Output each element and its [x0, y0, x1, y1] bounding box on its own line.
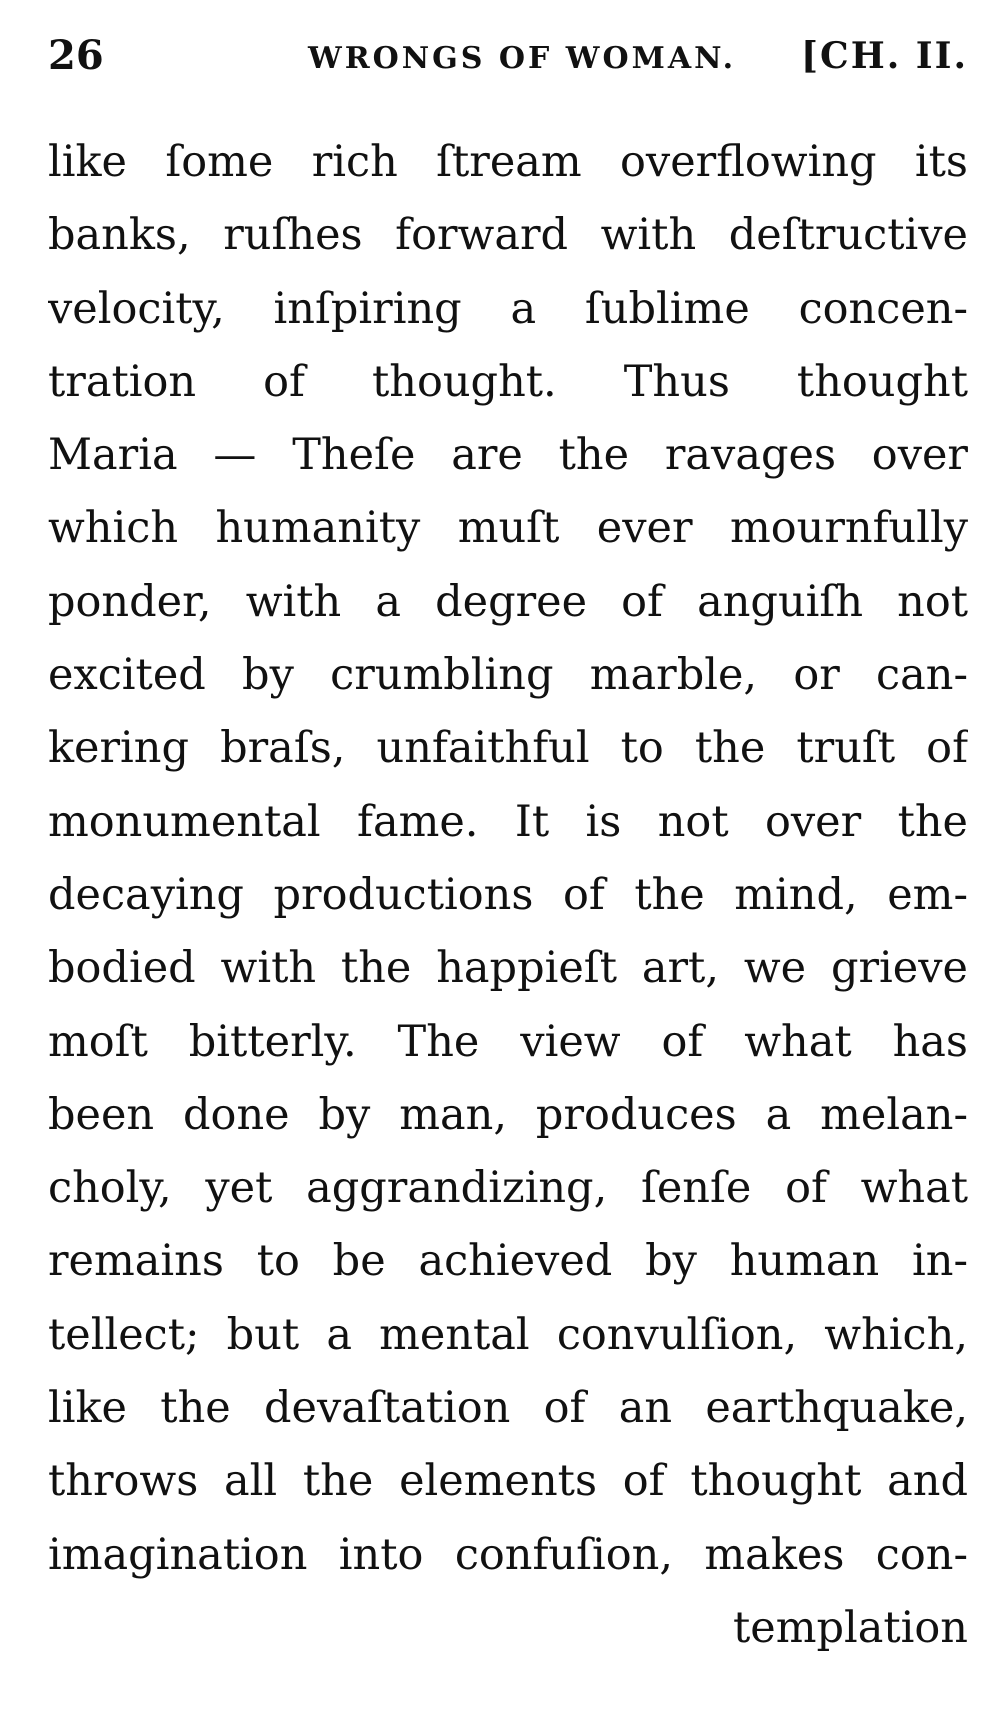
- page-number: 26: [48, 32, 104, 79]
- text-line: throws all the elements of thought and: [48, 1456, 968, 1507]
- chapter-label: [CH. II.: [801, 35, 968, 77]
- text-line: ponder, with a degree of anguiſh not: [48, 576, 968, 627]
- text-line: Maria — Theſe are the ravages over: [48, 430, 968, 481]
- running-head: [48, 20, 968, 90]
- text-line: moſt bitterly. The view of what has: [48, 1016, 968, 1067]
- text-line: which humanity muſt ever mournfully: [48, 503, 968, 554]
- text-line: velocity, inſpiring a ſublime concen-: [48, 283, 968, 334]
- body-text: [48, 126, 968, 1665]
- text-line: remains to be achieved by human in-: [48, 1236, 968, 1287]
- text-line: decaying productions of the mind, em-: [48, 869, 968, 920]
- text-line: imagination into confuſion, makes con-: [48, 1529, 968, 1580]
- text-line: been done by man, produces a melan-: [48, 1089, 968, 1140]
- catchword-line: templation: [732, 1602, 968, 1653]
- text-line: like ſome rich ſtream overflowing its: [48, 137, 968, 187]
- text-line: bodied with the happieſt art, we grieve: [48, 943, 968, 994]
- text-line: banks, ruſhes forward with deſtructive: [48, 210, 968, 261]
- text-line: excited by crumbling marble, or can-: [48, 650, 968, 701]
- running-title: WRONGS OF WOMAN.: [308, 41, 737, 76]
- text-line: monumental fame. It is not over the: [48, 796, 968, 847]
- text-line: kering braſs, unfaithful to the truſt of: [48, 723, 968, 774]
- text-line: tration of thought. Thus thought: [48, 356, 968, 407]
- text-line: tellect; but a mental convulſion, which,: [48, 1309, 968, 1360]
- text-line: choly, yet aggrandizing, ſenſe of what: [48, 1163, 968, 1214]
- text-line: like the devaſtation of an earthquake,: [48, 1383, 968, 1434]
